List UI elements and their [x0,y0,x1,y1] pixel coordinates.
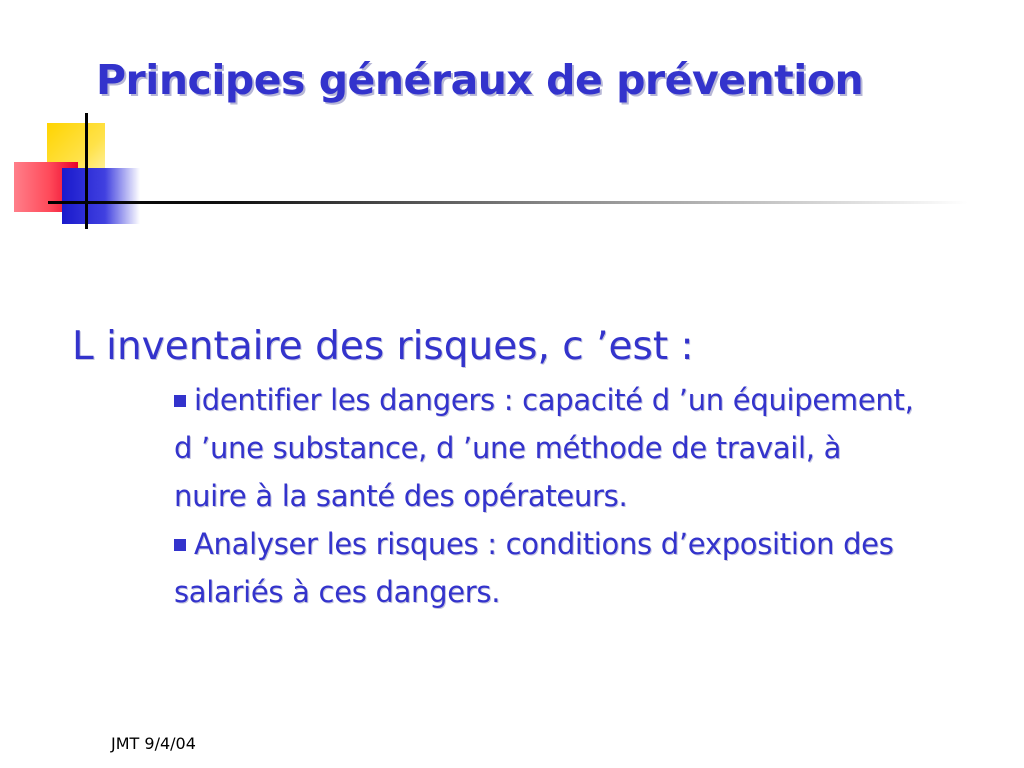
bullet-text-identify: identifier les dangers : capacité d ’un équipement, d ’une substance, d ’une méthode de travail, à nuire à la santé des opérateurs. [174,383,914,513]
title-underline-rule [48,201,968,204]
bullet-list [174,376,914,616]
intro-line: L inventaire des risques, c ’est : [72,324,694,369]
slide-body [72,322,972,616]
footer-text: JMT 9/4/04 [111,734,196,753]
bullet-item-identify [174,376,914,520]
blue-square-decoration [62,168,140,224]
vertical-rule [85,113,88,229]
bullet-text-analyse: Analyser les risques : conditions d’exposition des salariés à ces dangers. [174,527,894,609]
square-bullet-icon [174,395,186,407]
square-bullet-icon [174,539,186,551]
slide-title: Principes généraux de prévention [96,56,864,104]
bullet-item-analyse [174,520,914,616]
